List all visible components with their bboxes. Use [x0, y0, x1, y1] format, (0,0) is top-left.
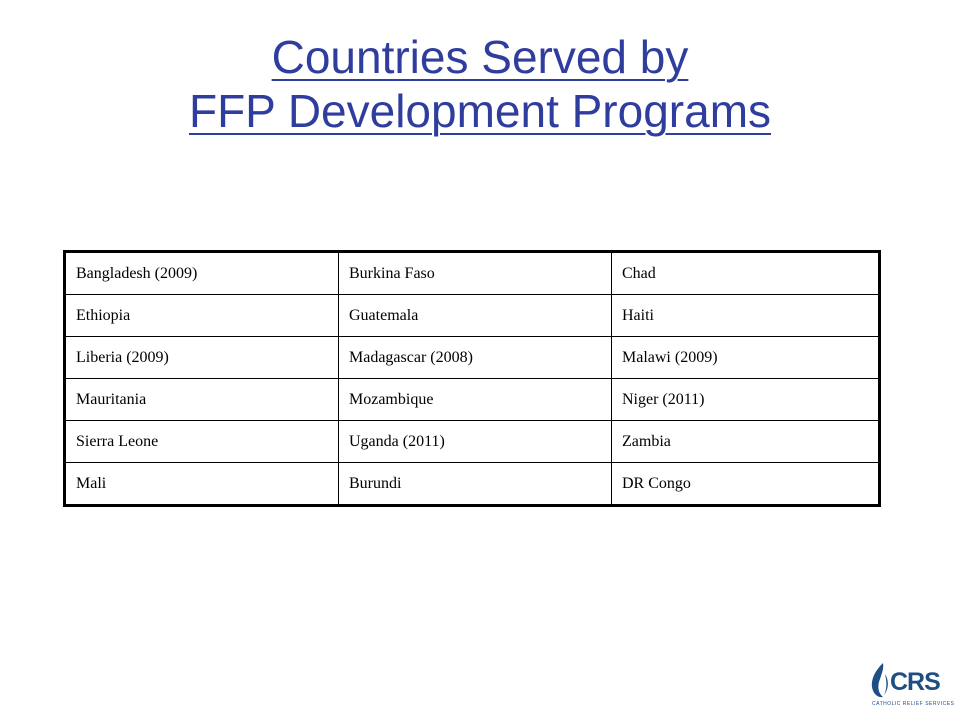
table-cell: Madagascar (2008)	[339, 337, 612, 379]
table-cell: Mauritania	[65, 379, 339, 421]
slide-title-line-1: Countries Served by	[271, 31, 689, 83]
table-cell: Niger (2011)	[612, 379, 880, 421]
table-row	[65, 252, 880, 295]
countries-table-body	[65, 252, 880, 506]
slide-title-line-2: FFP Development Programs	[188, 85, 772, 137]
table-cell: Uganda (2011)	[339, 421, 612, 463]
table-cell: Mozambique	[339, 379, 612, 421]
table-cell: Chad	[612, 252, 880, 295]
crs-logo	[868, 660, 955, 714]
table-cell: Burkina Faso	[339, 252, 612, 295]
table-cell: Malawi (2009)	[612, 337, 880, 379]
logo-subtitle: CATHOLIC RELIEF SERVICES	[872, 701, 955, 707]
table-cell: Liberia (2009)	[65, 337, 339, 379]
table-row	[65, 337, 880, 379]
table-cell: Haiti	[612, 295, 880, 337]
table-row	[65, 295, 880, 337]
table-cell: Sierra Leone	[65, 421, 339, 463]
table-cell: Bangladesh (2009)	[65, 252, 339, 295]
slide-title	[0, 30, 960, 138]
countries-table	[63, 250, 881, 507]
table-cell: Burundi	[339, 463, 612, 506]
table-cell: Mali	[65, 463, 339, 506]
table-row	[65, 421, 880, 463]
table-row	[65, 379, 880, 421]
table-cell: Zambia	[612, 421, 880, 463]
table-cell: Guatemala	[339, 295, 612, 337]
table-cell: Ethiopia	[65, 295, 339, 337]
crs-flame-icon	[868, 660, 892, 704]
table-cell: DR Congo	[612, 463, 880, 506]
logo-wordmark: CRS	[890, 668, 940, 696]
table-row	[65, 463, 880, 506]
